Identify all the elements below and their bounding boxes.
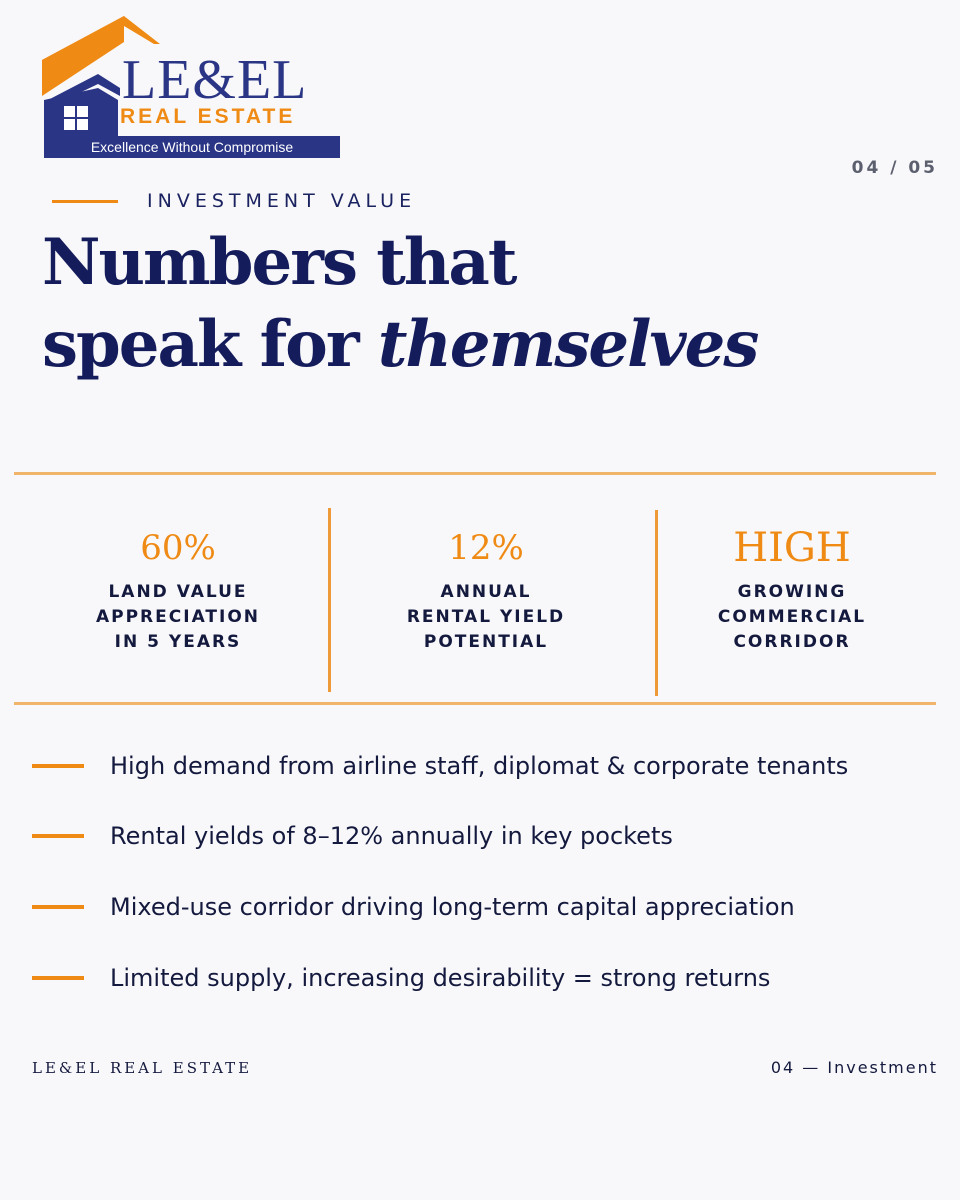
- bullet-dash: [32, 834, 84, 838]
- stat-land-value: [28, 528, 328, 655]
- logo-subtitle: REAL ESTATE: [120, 105, 296, 128]
- stat-value: HIGH: [733, 525, 851, 571]
- stat-commercial-corridor: [642, 525, 942, 655]
- stat-rental-yield: [336, 528, 636, 655]
- bullet-text: Mixed-use corridor driving long-term capital appreciation: [110, 893, 795, 921]
- bullet-dash: [32, 764, 84, 768]
- headline: [42, 222, 922, 386]
- bullet-text: Limited supply, increasing desirability = strong returns: [110, 964, 771, 992]
- headline-line2: speak for: [42, 307, 378, 382]
- stats-bottom-divider: [14, 702, 936, 705]
- bullet-dash: [32, 976, 84, 980]
- list-item: [32, 887, 932, 927]
- headline-emphasis: themselves: [377, 307, 758, 382]
- stat-label: LAND VALUE APPRECIATION IN 5 YEARS: [95, 582, 261, 652]
- footer-brand: LE&EL REAL ESTATE: [32, 1059, 253, 1077]
- eyebrow-label: INVESTMENT VALUE: [147, 190, 417, 212]
- stat-label: ANNUAL RENTAL YIELD POTENTIAL: [406, 582, 566, 652]
- bullet-text: Rental yields of 8–12% annually in key pockets: [110, 822, 673, 850]
- list-item: [32, 746, 932, 786]
- company-logo: [42, 16, 342, 160]
- list-item: [32, 816, 932, 856]
- page-number: 04 / 05: [851, 158, 938, 178]
- footer-section-label: 04 — Investment: [770, 1058, 938, 1077]
- logo-brand: LE&EL: [122, 49, 308, 111]
- stat-label: GROWING COMMERCIAL CORRIDOR: [717, 582, 867, 652]
- stats-column-divider: [328, 508, 331, 692]
- stat-value: 60%: [140, 528, 216, 568]
- headline-line1: Numbers that: [42, 225, 516, 300]
- stat-value: 12%: [448, 528, 524, 568]
- eyebrow-accent-line: [52, 200, 118, 203]
- logo-tagline: Excellence Without Compromise: [44, 136, 340, 158]
- bullet-dash: [32, 905, 84, 909]
- bullet-text: High demand from airline staff, diplomat & corporate tenants: [110, 752, 849, 780]
- list-item: [32, 958, 932, 998]
- stats-top-divider: [14, 472, 936, 475]
